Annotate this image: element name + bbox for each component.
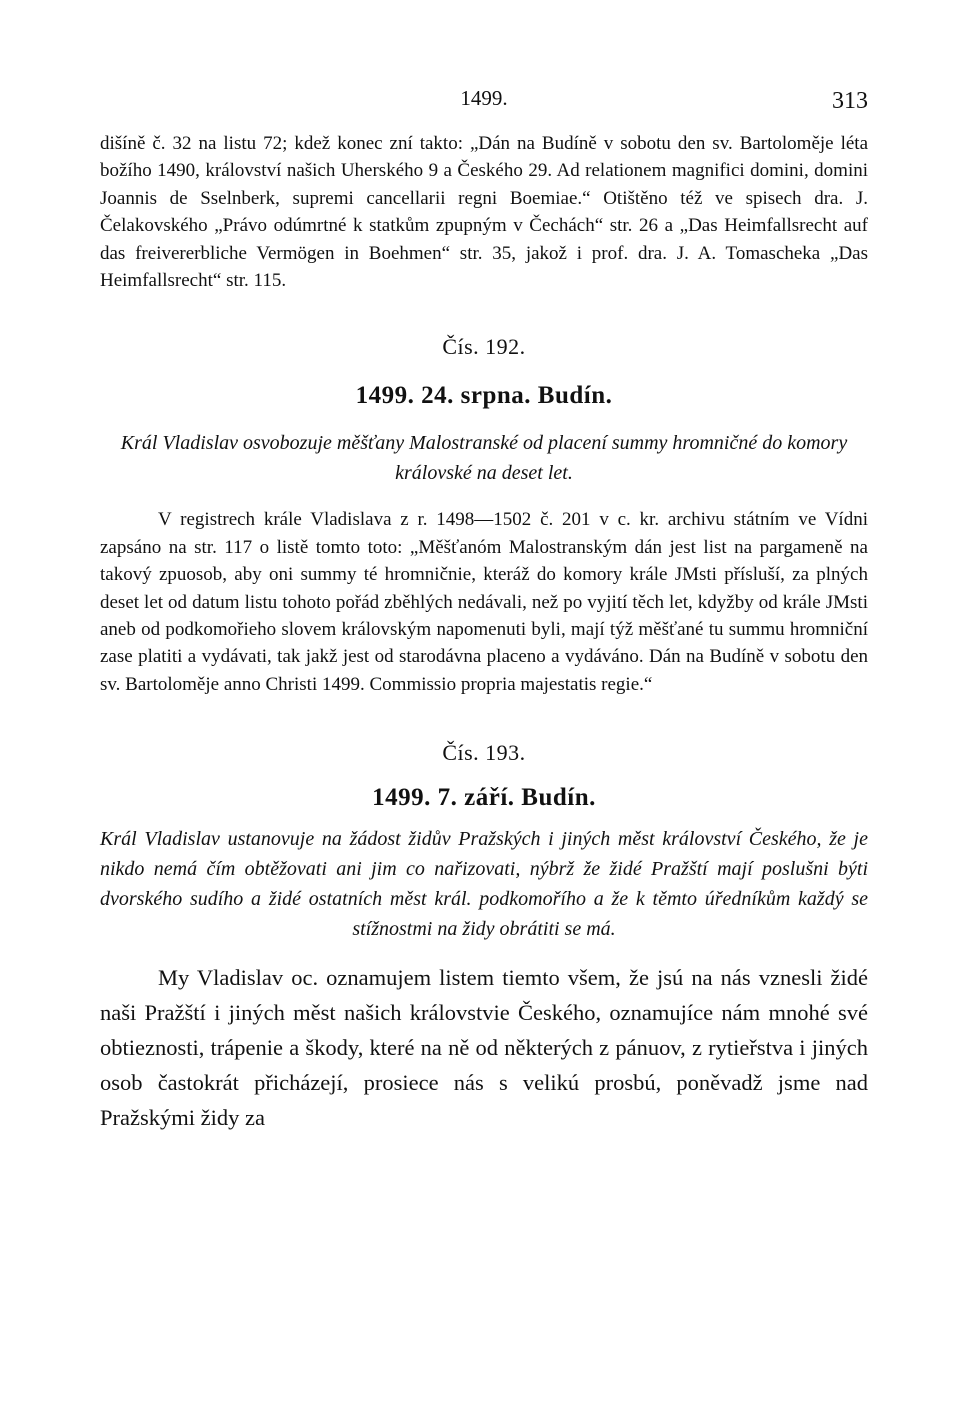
regest-193: Král Vladislav ustanovuje na žádost židův Pražských i jiných měst království Českého, že je nikdo nemá čím obtěžovati ani jim co nařizovati, nýbrž že židé Pražští mají poslušni býti dvorského sudího a židé ostatních měst král. podkomořího a že k těmto úředníkům každý se stížnostmi na židy obrátiti se má. — [100, 828, 868, 941]
dateline-192: 1499. 24. srpna. Budín. — [355, 382, 613, 410]
dateline-193: 1499. 7. září. Budín. — [372, 784, 596, 812]
page-number: 313 — [832, 88, 868, 114]
document-body-192: V registrech krále Vladislava z r. 1498—1502 č. 201 v c. kr. archivu státním ve Vídni zapsáno na str. 117 o listě tomto toto: „Měšťanóm Malostranským dán jest list na pargameně na takový zpuosob, aby oni summy té hromničnie, kteráž do komory krále JMsti přísluší, za plných deset let od datum listu tohoto pořád zběhlých nedávali, než po vyjití těch let, kdyžby od krále JMsti aneb od podkomořieho slovem královským napomenuti byli, mají týž měšťané tu summu hromniční zase platiti a vydávati, tak jakž jest od starodávna placeno a vydáváno. Dán na Budíně v sobotu den sv. Bartoloměje anno Christi 1499. Commissio propria majestatis regie.“ — [100, 509, 868, 695]
document-page — [100, 80, 868, 1135]
running-header — [100, 80, 868, 114]
document-body-193: My Vladislav oc. oznamujem listem tiemto všem, že jsú na nás vznesli židé naši Pražští i jiných měst našich královstvie Českého, oznamujíce nám mnohé své obtieznosti, trápenie a škody, které na ně od některých z pánuov, z rytieřstva i jiných osob častokrát přicházejí, prosiece nás s velikú prosbú, poněvadž jsme nad Pražskými židy za — [100, 965, 868, 1131]
regest-192: Král Vladislav osvobozuje měšťany Malostranské od placení summy hromničné do komory královské na deset let. — [120, 432, 848, 485]
continuation-paragraph: dišíně č. 32 na listu 72; kdež konec zní takto: „Dán na Budíně v sobotu den sv. Bartoloměje léta božího 1490, království našich Uherského 9 a Českého 29. Ad relationem magnifici domini, domini Joannis de Sselnberk, supremi cancellarii regni Boemiae.“ Otištěno též ve spisech dra. J. Čelakovského „Právo odúmrtné k statkům zpupným v Čechách“ str. 26 a „Das Heimfallsrecht auf das freivererbliche Vermögen in Boehmen“ str. 35, jakož i prof. dra. J. A. Tomascheka „Das Heimfallsrecht“ str. 115. — [100, 133, 868, 292]
header-year: 1499. — [460, 86, 508, 110]
document-number-192: Čís. 192. — [442, 334, 526, 360]
document-number-193: Čís. 193. — [442, 740, 526, 766]
